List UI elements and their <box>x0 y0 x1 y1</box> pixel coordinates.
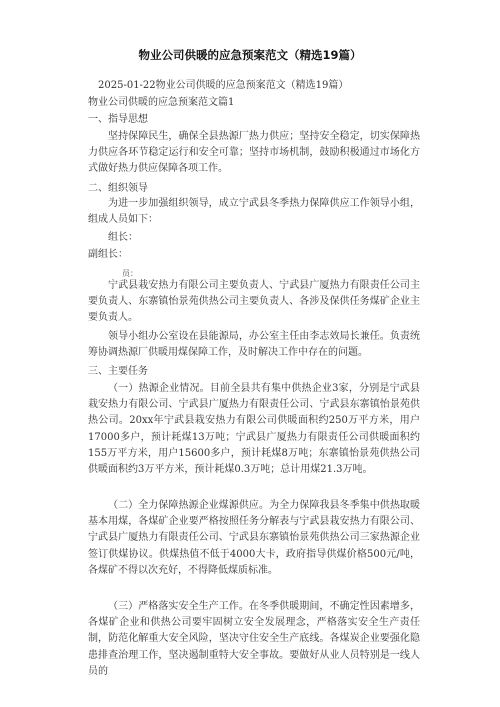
vice-leader-label: 副组长： <box>88 249 128 260</box>
section-heading-2: 二、组织领导 <box>88 183 148 194</box>
paragraph-safety: （三）严格落实安全生产工作。在冬季供暖期间，不确定性因素增多，各煤矿企业和供热公司要牢固树立安全发展理念，严格落实安全生产责任制，防范化解重大安全风险，坚决守住安全生产底线。各煤炭企业要强化隐患排查治理工作，坚决遏制重特大安全事故。要做好从业人员特别是一线人员的 <box>88 601 420 677</box>
paragraph-office: 领导小组办公室设在县能源局，办公室主任由李志效局长兼任。负责统筹协调热源厂供暖用煤保障工作，及时解决工作中存在的问题。 <box>88 331 420 359</box>
paragraph-members: 宁武县栽安热力有限公司主要负责人、宁武县广厦热力有限责任公司主要负责人、东寨镇怡景苑供热公司主要负责人、各涉及保供任务煤矿企业主要负责人。 <box>88 280 420 324</box>
paragraph-organization: 为进一步加强组织领导，成立宁武县冬季热力保障供应工作领导小组，组成人员如下： <box>88 198 420 226</box>
meta-line: 2025-01-22物业公司供暖的应急预案范文（精选19篇） <box>98 80 349 91</box>
paragraph-heat-source: （一）热源企业情况。目前全县共有集中供热企业3家，分别是宁武县栽安热力有限公司、宁武县广厦热力有限责任公司、宁武县东寨镇怡景苑供热公司。20xx年宁武县栽安热力有限公司供暖面积约250万平方米，用户17000多户，预计耗煤13万吨；宁武县广厦热力有限责任公司供暖面积约155万平方米，用户15600多户，预计耗煤8万吨；东寨镇怡景苑供热公司供暖面积约3万平方米，预计耗煤0.3万吨；总计用煤21.3万吨。 <box>88 383 420 476</box>
document-title: 物业公司供暖的应急预案范文（精选19篇） <box>138 48 362 62</box>
paragraph-coal-supply: （二）全力保障热源企业煤源供应。为全力保障我县冬季集中供热取暖基本用煤，各煤矿企业要严格按照任务分解表与宁武县栽安热力有限公司、宁武县广厦热力有限责任公司、宁武县东寨镇怡景苑供热公司三家热源企业签订供煤协议。供煤热值不低于4000大卡，政府指导供煤价格500元/吨，各煤矿不得以次充好，不得降低煤质标准。 <box>88 500 420 576</box>
leader-label: 组长： <box>108 232 138 243</box>
section-heading-3: 三、主要任务 <box>88 366 148 377</box>
paragraph-guiding-idea: 坚持保障民生，确保全县热源厂热力供应；坚持安全稳定，切实保障热力供应各环节稳定运行和安全可靠；坚持市场机制，鼓励积极通过市场化方式做好热力供应保障各项工作。 <box>88 131 420 175</box>
member-label: 员： <box>122 269 138 278</box>
section-heading-1: 一、指导思想 <box>88 114 148 125</box>
article-subtitle: 物业公司供暖的应急预案范文篇1 <box>88 97 235 108</box>
